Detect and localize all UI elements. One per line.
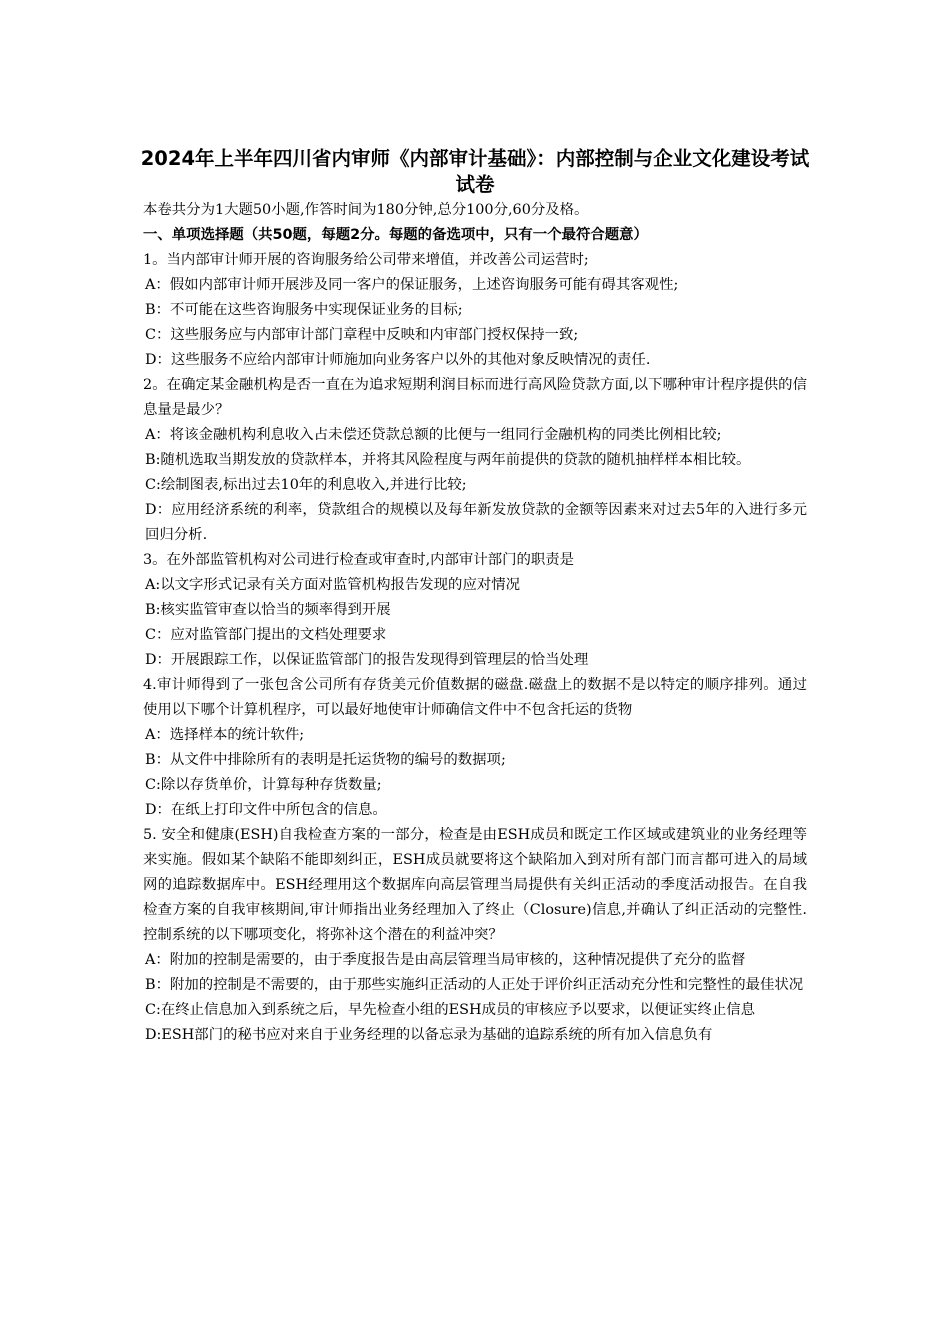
option-b: B：从文件中排除所有的表明是托运货物的编号的数据项; <box>145 752 506 768</box>
option-b: B:随机选取当期发放的贷款样本，并将其风险程度与两年前提供的贷款的随机抽样样本相比较。 <box>145 452 751 468</box>
option-d: D：应用经济系统的利率，贷款组合的规模以及每年新发放贷款的金额等因素来对过去5年的入进行多元回归分析. <box>145 502 807 543</box>
option-a: A：选择样本的统计软件; <box>145 727 305 743</box>
question-5 <box>143 823 807 1048</box>
option-c: C：这些服务应与内部审计部门章程中反映和内审部门授权保持一致; <box>145 327 579 343</box>
option-d: D：这些服务不应给内部审计师施加向业务客户以外的其他对象反映情况的责任. <box>145 352 651 368</box>
option-b: B:核实监管审查以恰当的频率得到开展 <box>145 602 391 618</box>
question-stem: 4.审计师得到了一张包含公司所有存货美元价值数据的磁盘.磁盘上的数据不是以特定的顺序排列。通过使用以下哪个计算机程序，可以最好地使审计师确信文件中不包含托运的货物 <box>143 677 807 718</box>
question-3 <box>143 548 807 673</box>
option-d: D:ESH部门的秘书应对来自于业务经理的以备忘录为基础的追踪系统的所有加入信息负有 <box>145 1027 713 1043</box>
option-d: D：开展跟踪工作，以保证监管部门的报告发现得到管理层的恰当处理 <box>145 652 589 668</box>
option-a: A：附加的控制是需要的，由于季度报告是由高层管理当局审核的，这种情况提供了充分的监督 <box>145 952 746 968</box>
option-c: C:绘制图表,标出过去10年的利息收入,并进行比较; <box>145 477 467 493</box>
document-title: 2024年上半年四川省内审师《内部审计基础》：内部控制与企业文化建设考试试卷 <box>140 147 810 196</box>
option-c: C:在终止信息加入到系统之后，早先检查小组的ESH成员的审核应予以要求，以便证实终止信息 <box>145 1002 756 1018</box>
question-stem: 3。在外部监管机构对公司进行检查或审查时,内部审计部门的职责是 <box>143 552 575 568</box>
question-4 <box>143 673 807 823</box>
question-stem: 5. 安全和健康(ESH)自我检查方案的一部分，检查是由ESH成员和既定工作区域或建筑业的业务经理等来实施。假如某个缺陷不能即刻纠正，ESH成员就要将这个缺陷加入到对所有部门而言都可进入的局域网的追踪数据库中。ESH经理用这个数据库向高层管理当局提供有关纠正活动的季度活动报告。在自我检查方案的自我审核期间,审计师指出业务经理加入了终止（Closure)信息,并确认了纠正活动的完整性.控制系统的以下哪项变化，将弥补这个潜在的利益冲突？ <box>143 827 807 943</box>
option-a: A:以文字形式记录有关方面对监管机构报告发现的应对情况 <box>145 577 521 593</box>
question-1 <box>143 248 807 373</box>
question-stem: 1。当内部审计师开展的咨询服务给公司带来增值，并改善公司运营时; <box>143 252 589 268</box>
option-a: A：将该金融机构利息收入占未偿还贷款总额的比便与一组同行金融机构的同类比例相比较; <box>145 427 722 443</box>
option-a: A：假如内部审计师开展涉及同一客户的保证服务，上述咨询服务可能有碍其客观性; <box>145 277 679 293</box>
question-stem: 2。在确定某金融机构是否一直在为追求短期利润目标而进行高风险贷款方面,以下哪种审计程序提供的信息量是最少？ <box>143 377 807 418</box>
question-2 <box>143 373 807 548</box>
option-c: C:除以存货单价，计算每种存货数量; <box>145 777 382 793</box>
option-b: B：附加的控制是不需要的，由于那些实施纠正活动的人正处于评价纠正活动充分性和完整性的最佳状况 <box>145 977 804 993</box>
exam-intro: 本卷共分为1大题50小题,作答时间为180分钟,总分100分,60分及格。 <box>143 202 589 218</box>
document-page <box>140 146 810 1048</box>
option-c: C：应对监管部门提出的文档处理要求 <box>145 627 387 643</box>
option-d: D：在纸上打印文件中所包含的信息。 <box>145 802 387 818</box>
option-b: B：不可能在这些咨询服务中实现保证业务的目标; <box>145 302 463 318</box>
section-heading: 一、单项选择题（共50题，每题2分。每题的备选项中，只有一个最符合题意） <box>143 227 648 243</box>
